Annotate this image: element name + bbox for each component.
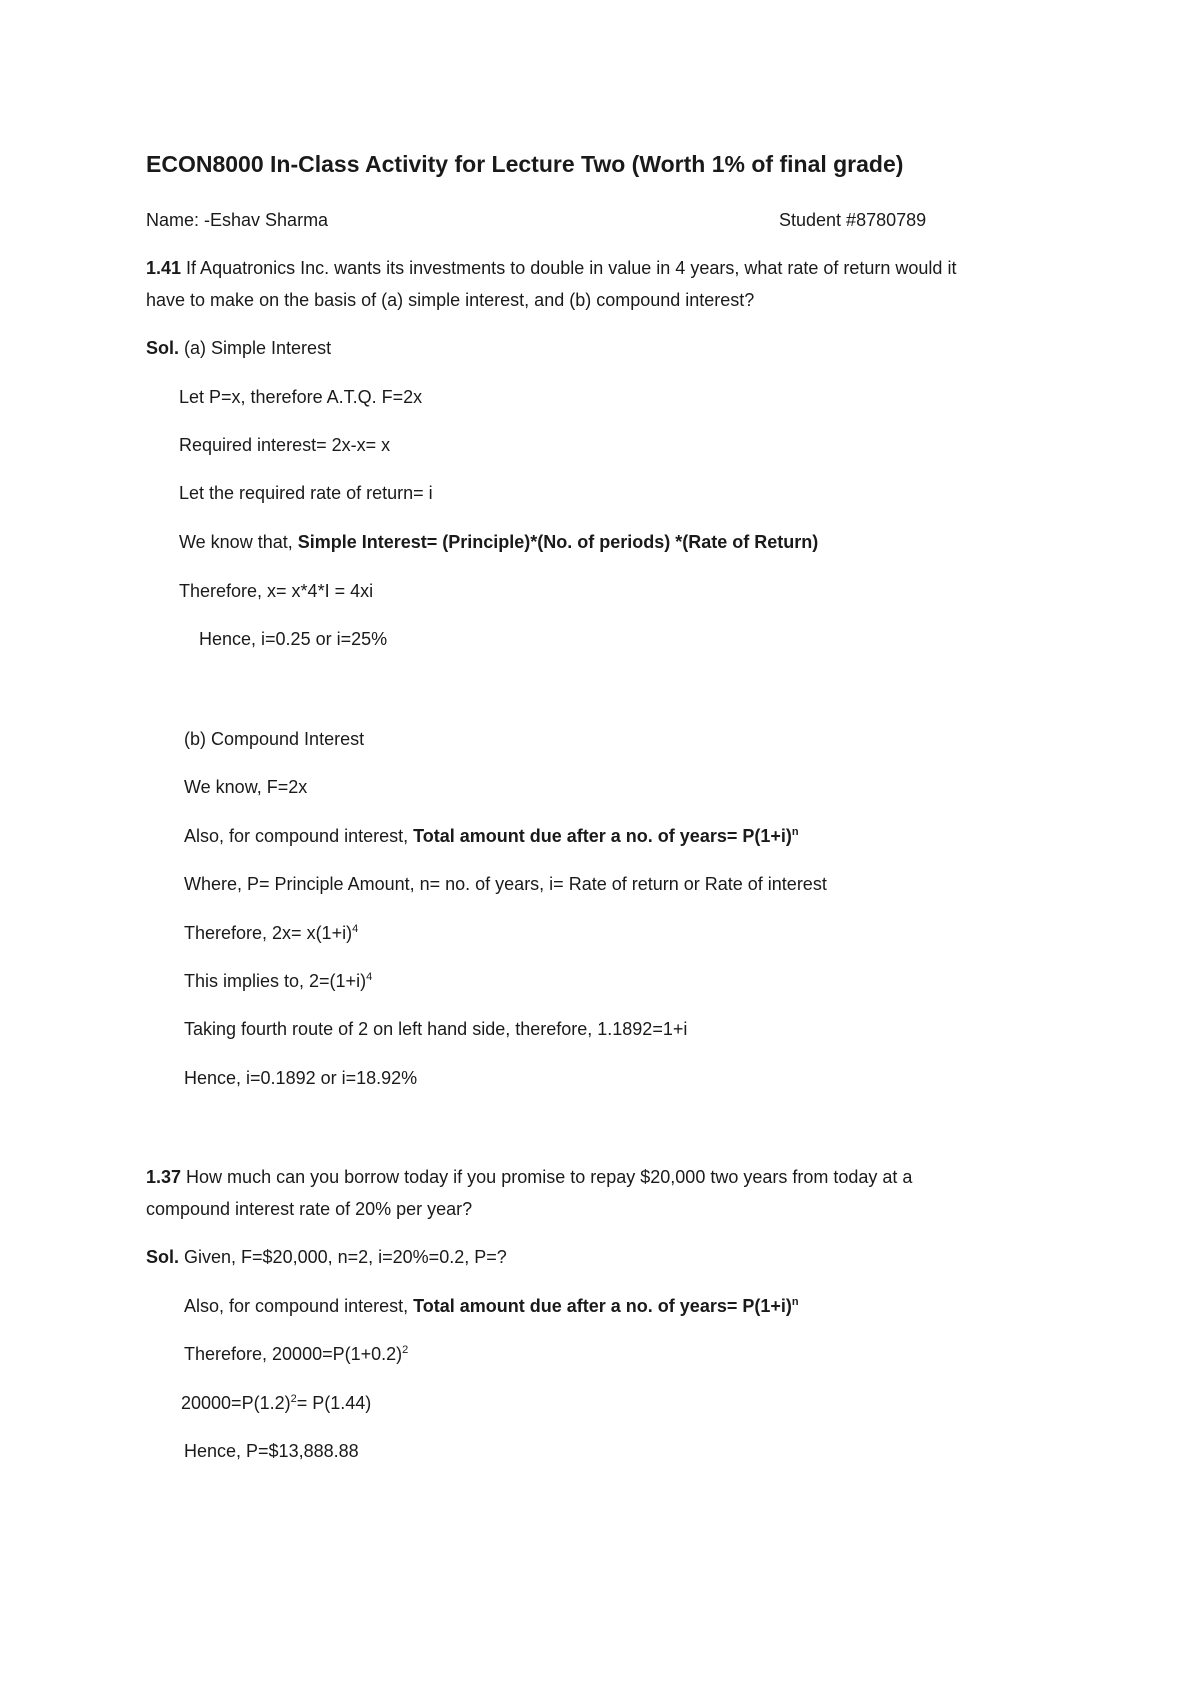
part-b-line-2: Also, for compound interest, Total amount due after a no. of years= $P(1+i)^n$ <box>184 826 799 846</box>
part-a-line-1: Let P=x, therefore A.T.Q. F=2x <box>179 387 423 407</box>
student-number: 8780789 <box>856 210 927 230</box>
compound-interest-formula: Total amount due after a no. of years= $P(1+i)^n$ <box>413 1296 799 1316</box>
name-line <box>146 209 328 231</box>
question-1-line-1: 1.41 If Aquatronics Inc. wants its investments to double in value in 4 years, what rate of return would it <box>146 258 957 278</box>
part-a-result: Hence, i=0.25 or i=25% <box>199 629 388 649</box>
part-a-line-2: Required interest= 2x-x= x <box>179 435 391 455</box>
part-a-heading: (a) Simple Interest <box>179 338 332 358</box>
solution-2-line-1: Also, for compound interest, Total amount due after a no. of years= $P(1+i)^n$ <box>184 1296 799 1316</box>
solution-1-heading <box>146 337 331 359</box>
simple-interest-formula: Simple Interest= (Principle)*(No. of periods) *(Rate of Return) <box>297 532 819 552</box>
solution-2-line-3: $20000=P(1.2)^2= P(1.44)$ <box>181 1393 372 1413</box>
document-title: ECON8000 In-Class Activity for Lecture Two (Worth 1% of final grade) <box>146 151 904 177</box>
question-2-line-2: compound interest rate of 20% per year? <box>146 1199 473 1219</box>
part-a-line-5: Therefore, x= x*4*I = 4xi <box>179 581 374 601</box>
part-b-line-6: Taking fourth route of 2 on left hand side, therefore, 1.1892=1+i <box>184 1019 688 1039</box>
solution-label: Sol. <box>146 1247 180 1267</box>
question-2-number: 1.37 <box>146 1167 182 1187</box>
student-number-label: Student # <box>779 210 857 230</box>
name-label: Name: - <box>146 210 211 230</box>
part-b-line-5: This implies to, $2=(1+i)^4$ <box>184 971 373 991</box>
solution-label: Sol. <box>146 338 180 358</box>
question-1-number: 1.41 <box>146 258 182 278</box>
given-values: Given, F=$20,000, n=2, i=20%=0.2, P=? <box>179 1247 507 1267</box>
question-2-line-1: 1.37 How much can you borrow today if you promise to repay $20,000 two years from today at a <box>146 1167 913 1187</box>
compound-interest-formula: Total amount due after a no. of years= $P(1+i)^n$ <box>413 826 799 846</box>
student-number-line <box>779 209 926 231</box>
part-b-line-3: Where, P= Principle Amount, n= no. of years, i= Rate of return or Rate of interest <box>184 874 827 894</box>
student-name: Eshav Sharma <box>210 210 329 230</box>
solution-2-heading <box>146 1246 507 1268</box>
solution-2-result: Hence, P=$13,888.88 <box>184 1441 359 1461</box>
part-b-result: Hence, i=0.1892 or i=18.92% <box>184 1068 418 1088</box>
part-a-line-4: We know that, Simple Interest= (Principle)*(No. of periods) *(Rate of Return) <box>179 532 819 552</box>
part-a-line-3: Let the required rate of return= i <box>179 483 433 503</box>
question-1-line-2: have to make on the basis of (a) simple interest, and (b) compound interest? <box>146 290 755 310</box>
part-b-line-4: Therefore, $2x= x(1+i)^4$ <box>184 923 359 943</box>
solution-2-line-2: Therefore, $20000=P(1+0.2)^2$ <box>184 1344 409 1364</box>
part-b-line-1: We know, F=2x <box>184 777 308 797</box>
part-b-heading: (b) Compound Interest <box>184 729 365 749</box>
